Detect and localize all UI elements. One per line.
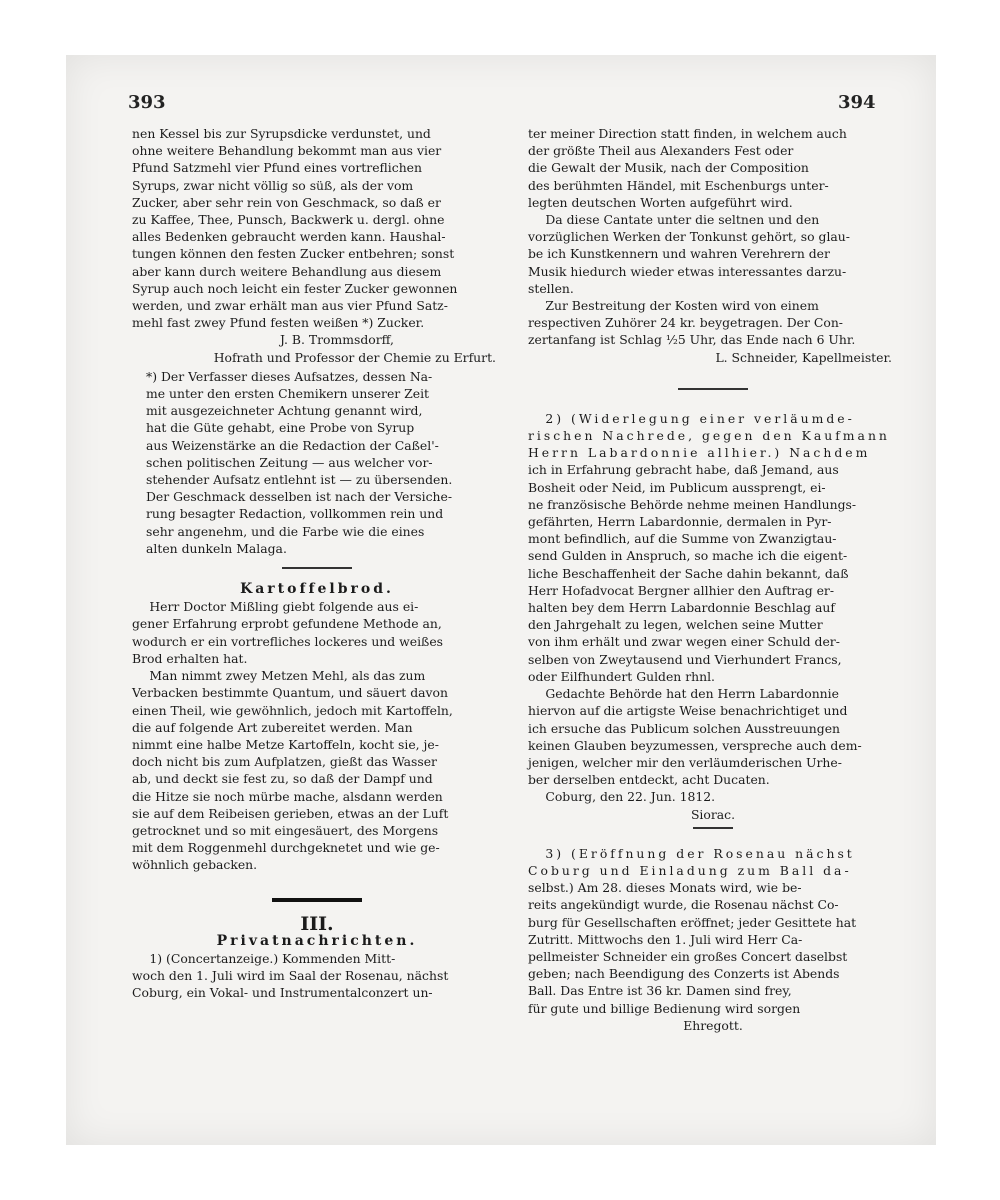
text-line: ich ersuche das Publicum solchen Ausstreuungen [528,720,841,736]
text-line: nimmt eine halbe Metze Kartoffeln, kocht sie, je- [132,736,439,752]
text-line: werden, und zwar erhält man aus vier Pfund Satz- [132,298,448,314]
text-line: oder Eilfhundert Gulden rhnl. [528,668,715,684]
text-line: ber derselben entdeckt, acht Ducaten. [528,772,770,788]
text-line: sie auf dem Reibeisen gerieben, etwas an der Luft [132,805,449,821]
footnote-line: alten dunkeln Malaga. [146,540,287,556]
text-line: für gute und billige Bedienung wird sorgen [528,1000,801,1016]
text-line: die auf folgende Art zubereitet werden. Man [132,719,413,735]
text-line: Coburg und Einladung zum Ball da- [528,862,852,878]
text-line: Da diese Cantate unter die seltnen und den [545,212,820,228]
footnote-line: stehender Aufsatz entlehnt ist — zu übersenden. [146,472,453,488]
refutation-notice [528,410,898,788]
section-number: III. [300,912,334,935]
text-line: wodurch er ein vortrefliches lockeres und weißes [132,633,444,649]
footnote-line: hat die Güte gehabt, eine Probe von Syrup [146,420,415,436]
text-line: getrocknet und so mit eingesäuert, des Morgens [132,822,439,838]
text-line: Brod erhalten hat. [132,650,248,666]
text-line: ab, und deckt sie fest zu, so daß der Dampf und [132,771,433,787]
text-line: 2) (Widerlegung einer verläumde- [545,410,855,426]
text-line: 1) (Concertanzeige.) Kommenden Mitt- [149,950,396,966]
text-line: Musik hiedurch wieder etwas interessantes darzu- [528,263,847,279]
footnote-line: aus Weizenstärke an die Redaction der Caßel'- [146,437,439,453]
text-line: Zutritt. Mittwochs den 1. Juli wird Herr Ca- [528,931,803,947]
text-line: wöhnlich gebacken. [132,857,258,873]
text-line: woch den 1. Juli wird im Saal der Rosenau, nächst [132,968,449,984]
text-line: mehl fast zwey Pfund festen weißen *) Zucker. [132,315,425,331]
author-signature: J. B. Trommsdorff, [280,332,394,348]
text-line: Zur Bestreitung der Kosten wird von einem [545,298,819,314]
author-title: Hofrath und Professor der Chemie zu Erfurt. [213,349,496,365]
text-line: Herrn Labardonnie allhier.) Nachdem [528,445,871,461]
left-column [132,125,502,1002]
text-line: 3) (Eröffnung der Rosenau nächst [545,845,855,861]
text-line: hiervon auf die artigste Weise benachrichtiget und [528,703,848,719]
text-line: Pfund Satzmehl vier Pfund eines vortreflichen [132,160,422,176]
right-page-number: 394 [838,92,876,113]
text-line: nen Kessel bis zur Syrupsdicke verdunstet, und [132,126,431,141]
section-divider [272,898,362,902]
text-line: stellen. [528,280,574,296]
concert-signature: L. Schneider, Kapellmeister. [715,349,892,365]
text-line: Coburg, ein Vokal- und Instrumentalconzert un- [132,985,433,1001]
text-line: Syrup auch noch leicht ein fester Zucker gewonnen [132,280,458,296]
text-line: doch nicht bis zum Aufplatzen, gießt das Wasser [132,754,437,770]
text-line: rischen Nachrede, gegen den Kaufmann [528,428,890,444]
notice-signature: Siorac. [690,806,736,822]
footnote-line: rung besagter Redaction, vollkommen rein und [146,506,444,522]
footnote-line: schen politischen Zeitung — aus welcher vor- [146,454,433,470]
text-line: zertanfang ist Schlag ½5 Uhr, das Ende nach 6 Uhr. [528,332,856,348]
syrup-article-text [132,125,502,331]
text-line: ne französische Behörde nehme meinen Handlungs- [528,496,857,512]
text-line: gefährten, Herrn Labardonnie, dermalen in Pyr- [528,514,832,530]
text-line: ohne weitere Behandlung bekommt man aus vier [132,143,442,159]
rosenau-notice [528,845,898,1017]
rosenau-signature: Ehregott. [683,1017,743,1033]
text-line: aber kann durch weitere Behandlung aus diesem [132,263,442,279]
text-line: legten deutschen Worten aufgeführt wird. [528,194,793,210]
footnote-line: me unter den ersten Chemikern unserer Zeit [146,386,430,402]
footnote-line: Der Geschmack desselben ist nach der Versiche- [146,489,453,505]
divider [678,388,748,390]
text-line: selbst.) Am 28. dieses Monats wird, wie be- [528,880,802,896]
text-line: die Hitze sie noch mürbe mache, alsdann werden [132,788,443,804]
text-line: Gedachte Behörde hat den Herrn Labardonnie [545,686,839,702]
text-line: gener Erfahrung erprobt gefundene Methode an, [132,616,442,632]
kartoffelbrod-heading: Kartoffelbrod. [240,581,394,598]
text-line: alles Bedenken gebraucht werden kann. Haushal- [132,229,446,245]
text-line: Ball. Das Entre ist 36 kr. Damen sind frey, [528,983,792,999]
text-line: Herr Doctor Mißling giebt folgende aus ei- [149,599,419,615]
text-line: pellmeister Schneider ein großes Concert daselbst [528,948,848,964]
text-line: Verbacken bestimmte Quantum, und säuert davon [132,685,448,701]
divider [693,827,733,829]
kartoffelbrod-text [132,598,502,873]
text-line: Zucker, aber sehr rein von Geschmack, so daß er [132,194,441,210]
text-line: von ihm erhält und zwar wegen einer Schuld der- [528,634,840,650]
text-line: ter meiner Direction statt finden, in welchem auch [528,126,847,141]
text-line: halten bey dem Herrn Labardonnie Beschlag auf [528,600,835,616]
footnote-line: *) Der Verfasser dieses Aufsatzes, dessen Na- [146,368,433,384]
footnote-line: mit ausgezeichneter Achtung genannt wird, [146,403,423,419]
text-line: Syrups, zwar nicht völlig so süß, als der vom [132,177,414,193]
text-line: einen Theil, wie gewöhnlich, jedoch mit Kartoffeln, [132,702,453,718]
text-line: ich in Erfahrung gebracht habe, daß Jemand, aus [528,462,839,478]
footnote-line: sehr angenehm, und die Farbe wie die eines [146,523,425,539]
text-line: Man nimmt zwey Metzen Mehl, als das zum [149,668,426,684]
text-line: liche Beschaffenheit der Sache dahin bekannt, daß [528,565,849,581]
dateline: Coburg, den 22. Jun. 1812. [545,789,716,805]
text-line: die Gewalt der Musik, nach der Composition [528,160,809,176]
text-line: be ich Kunstkennern und wahren Verehrern der [528,246,830,262]
text-line: reits angekündigt wurde, die Rosenau nächst Co- [528,897,839,913]
text-line: send Gulden in Anspruch, so mache ich die eigent- [528,548,848,564]
text-line: tungen können den festen Zucker entbehren; sonst [132,246,455,262]
text-line: des berühmten Händel, mit Eschenburgs unter- [528,177,829,193]
text-line: geben; nach Beendigung des Conzerts ist Abends [528,966,840,982]
text-line: jenigen, welcher mir den verläumderischen Urhe- [528,754,842,770]
left-page-number: 393 [128,92,166,113]
text-line: den Jahrgehalt zu legen, welchen seine Mutter [528,617,823,633]
text-line: der größte Theil aus Alexanders Fest oder [528,143,794,159]
text-line: Bosheit oder Neid, im Publicum aussprengt, ei- [528,479,826,495]
section-heading: Privatnachrichten. [216,932,418,949]
divider [282,567,352,569]
text-line: selben von Zweytausend und Vierhundert Francs, [528,651,842,667]
right-column [528,125,898,1034]
concert-notice-start [132,950,502,1002]
concert-notice-cont [528,125,898,349]
text-line: mont befindlich, auf die Summe von Zwanzigtau- [528,531,837,547]
text-line: burg für Gesellschaften eröffnet; jeder Gesittete hat [528,914,857,930]
text-line: vorzüglichen Werken der Tonkunst gehört, so glau- [528,229,850,245]
footnote [132,368,502,557]
text-line: mit dem Roggenmehl durchgeknetet und wie ge- [132,840,440,856]
text-line: respectiven Zuhörer 24 kr. beygetragen. Der Con- [528,315,843,331]
text-line: keinen Glauben beyzumessen, verspreche auch dem- [528,737,862,753]
text-line: zu Kaffee, Thee, Punsch, Backwerk u. dergl. ohne [132,212,445,228]
text-line: Herr Hofadvocat Bergner allhier den Auftrag er- [528,582,835,598]
